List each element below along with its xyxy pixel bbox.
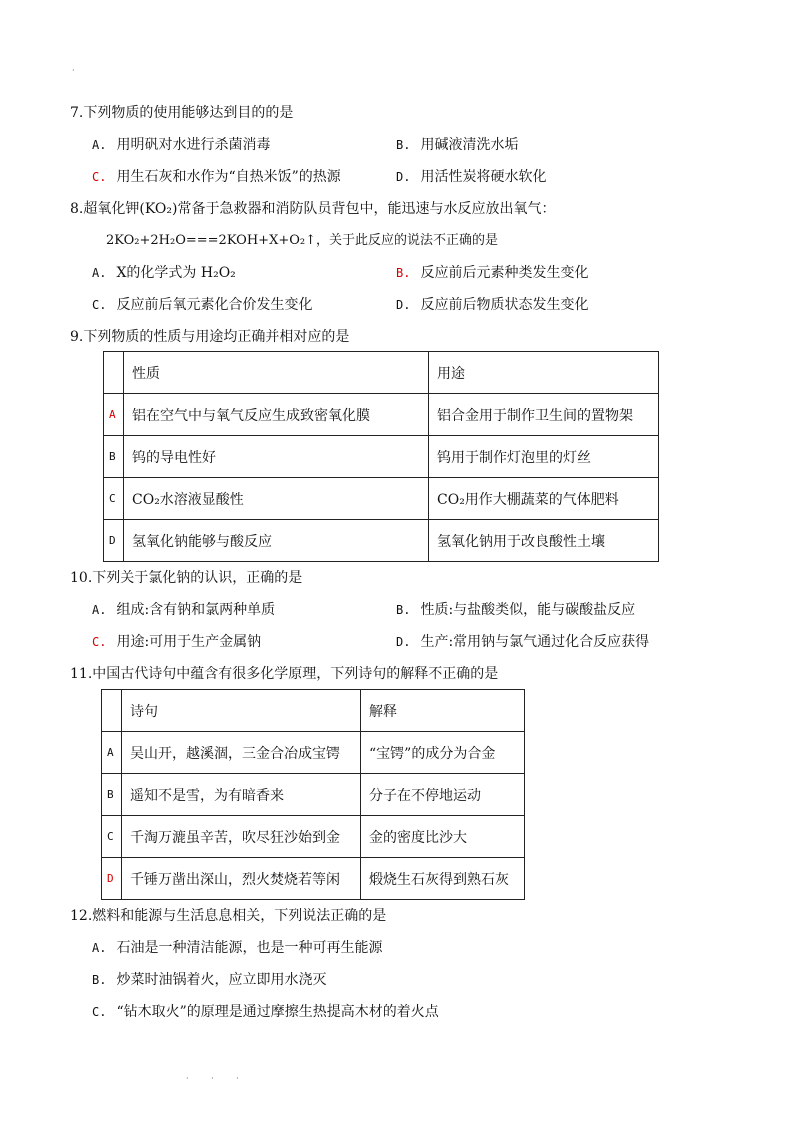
q9-row-b-use: 钨用于制作灯泡里的灯丝	[429, 436, 659, 478]
q7-option-c	[92, 168, 341, 186]
table-row	[102, 732, 525, 774]
q7-option-b-letter: B.	[396, 138, 411, 152]
q8-option-a-letter: A.	[92, 266, 107, 280]
q7-option-c-text: 用生石灰和水作为“自热米饭”的热源	[116, 169, 341, 185]
q9-header-use: 用途	[429, 352, 659, 394]
q11-header-poem: 诗句	[122, 690, 361, 732]
q12-option-a-text: 石油是一种清洁能源，也是一种可再生能源	[116, 940, 383, 956]
q7-option-d-text: 用活性炭将硬水软化	[420, 169, 547, 185]
q8-option-c-letter: C.	[92, 298, 107, 312]
q11-row-c-poem: 千淘万漉虽辛苦，吹尽狂沙始到金	[122, 816, 361, 858]
q9-row-b-property: 钨的导电性好	[124, 436, 429, 478]
q11-row-d-key-answer: D	[102, 858, 122, 900]
q12-option-c-letter: C.	[92, 1005, 107, 1019]
question-8-stem: 8.超氧化钾(KO₂)常备于急救器和消防队员背包中，能迅速与水反应放出氧气：	[70, 201, 556, 217]
q9-header-key	[104, 352, 124, 394]
footer-mark: · · ·	[186, 1074, 249, 1083]
q8-option-b-letter-answer: B.	[396, 266, 411, 280]
q11-row-b-key: B	[102, 774, 122, 816]
q7-option-c-letter-answer: C.	[92, 170, 107, 184]
q9-row-c-key: C	[104, 478, 124, 520]
q8-option-b-text: 反应前后元素种类发生变化	[420, 265, 589, 281]
q11-row-a-poem: 吴山开，越溪涸，三金合冶成宝锷	[122, 732, 361, 774]
q10-option-d-text: 生产:常用钠与氯气通过化合反应获得	[420, 634, 650, 650]
q12-option-b	[92, 971, 326, 989]
q7-option-d	[396, 168, 546, 186]
q7-option-b	[396, 136, 518, 154]
q11-table	[101, 689, 525, 900]
q11-row-b-explain: 分子在不停地运动	[361, 774, 525, 816]
q9-row-d-use: 氢氧化钠用于改良酸性土壤	[429, 520, 659, 562]
q11-header-explain: 解释	[361, 690, 525, 732]
q11-header-key	[102, 690, 122, 732]
q7-option-a-letter: A.	[92, 138, 107, 152]
question-8-equation: 2KO₂+2H₂O===2KOH+X+O₂↑，关于此反应的说法不正确的是	[106, 233, 498, 248]
q8-option-c-text: 反应前后氧元素化合价发生变化	[116, 297, 313, 313]
table-row	[104, 436, 659, 478]
q7-option-b-text: 用碱液清洗水垢	[420, 137, 519, 153]
q10-option-b-letter: B.	[396, 603, 411, 617]
q9-table-header-row	[104, 352, 659, 394]
q10-option-a	[92, 601, 275, 619]
q10-option-b-text: 性质:与盐酸类似，能与碳酸盐反应	[420, 602, 636, 618]
q8-option-d	[396, 296, 588, 314]
q12-option-c-text: “钻木取火”的原理是通过摩擦生热提高木材的着火点	[116, 1004, 439, 1020]
header-mark: ·	[72, 66, 75, 75]
table-row	[102, 816, 525, 858]
q12-option-c	[92, 1003, 439, 1021]
table-row	[102, 774, 525, 816]
q11-row-a-key: A	[102, 732, 122, 774]
table-row	[104, 394, 659, 436]
question-9-stem: 9.下列物质的性质与用途均正确并相对应的是	[70, 329, 350, 345]
q9-row-c-use: CO₂用作大棚蔬菜的气体肥料	[429, 478, 659, 520]
q10-option-d-letter: D.	[396, 635, 411, 649]
q9-header-property: 性质	[124, 352, 429, 394]
q9-row-d-property: 氢氧化钠能够与酸反应	[124, 520, 429, 562]
q7-option-a	[92, 136, 270, 154]
q8-option-d-letter: D.	[396, 298, 411, 312]
q8-option-a	[92, 264, 236, 282]
q7-option-d-letter: D.	[396, 170, 411, 184]
q11-row-b-poem: 遥知不是雪，为有暗香来	[122, 774, 361, 816]
q12-option-b-text: 炒菜时油锅着火，应立即用水浇灭	[116, 972, 327, 988]
q11-row-a-explain: “宝锷”的成分为合金	[361, 732, 525, 774]
q9-row-a-property: 铝在空气中与氧气反应生成致密氧化膜	[124, 394, 429, 436]
q11-row-c-explain: 金的密度比沙大	[361, 816, 525, 858]
q11-row-d-poem: 千锤万凿出深山，烈火焚烧若等闲	[122, 858, 361, 900]
question-10-stem: 10.下列关于氯化钠的认识，正确的是	[70, 570, 303, 586]
q12-option-b-letter: B.	[92, 973, 107, 987]
q10-option-a-text: 组成:含有钠和氯两种单质	[116, 602, 276, 618]
q8-option-a-text: X的化学式为 H₂O₂	[116, 265, 236, 281]
q7-option-a-text: 用明矾对水进行杀菌消毒	[116, 137, 271, 153]
q10-option-d	[396, 633, 649, 651]
q11-row-d-explain: 煅烧生石灰得到熟石灰	[361, 858, 525, 900]
q10-option-c-letter-answer: C.	[92, 635, 107, 649]
q11-row-c-key: C	[102, 816, 122, 858]
question-12-stem: 12.燃料和能源与生活息息相关，下列说法正确的是	[70, 908, 387, 924]
q10-option-b	[396, 601, 635, 619]
q10-option-c-text: 用途:可用于生产金属钠	[116, 634, 262, 650]
table-row	[102, 858, 525, 900]
q12-option-a-letter: A.	[92, 941, 107, 955]
q9-row-a-use: 铝合金用于制作卫生间的置物架	[429, 394, 659, 436]
q11-table-header-row	[102, 690, 525, 732]
q8-option-b	[396, 264, 588, 282]
table-row	[104, 520, 659, 562]
q9-row-a-key-answer: A	[104, 394, 124, 436]
question-7-stem: 7.下列物质的使用能够达到目的的是	[70, 105, 294, 121]
q10-option-c	[92, 633, 261, 651]
q9-row-d-key: D	[104, 520, 124, 562]
q9-table	[103, 351, 659, 562]
q12-option-a	[92, 939, 382, 957]
q9-row-c-property: CO₂水溶液显酸性	[124, 478, 429, 520]
table-row	[104, 478, 659, 520]
q8-option-d-text: 反应前后物质状态发生变化	[420, 297, 589, 313]
q9-row-b-key: B	[104, 436, 124, 478]
q10-option-a-letter: A.	[92, 603, 107, 617]
question-11-stem: 11.中国古代诗句中蕴含有很多化学原理，下列诗句的解释不正确的是	[70, 666, 499, 682]
q8-option-c	[92, 296, 312, 314]
